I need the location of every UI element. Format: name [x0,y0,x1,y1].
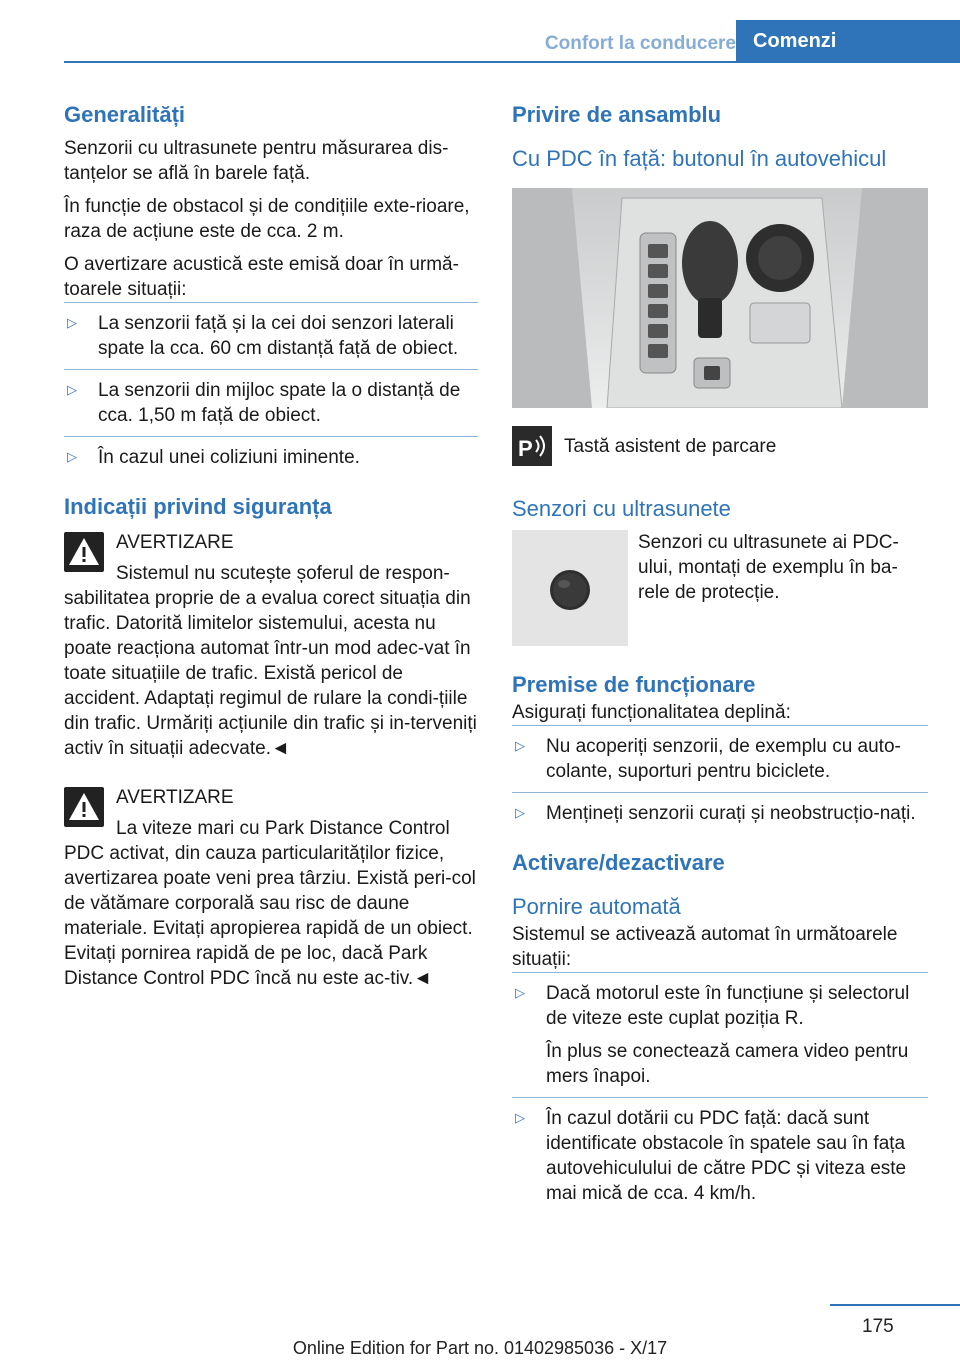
triangle-right-icon: ▷ [67,315,77,330]
left-column [64,100,478,991]
list-item-text: La senzorii din mijloc spate la o distanță de cca. 1,50 m față de obiect. [98,380,461,426]
heading-overview: Privire de ansamblu [512,102,722,127]
footer-rule [830,1304,960,1306]
running-header-tab [736,20,960,63]
page-number: 175 [862,1316,894,1337]
list-item-text: În cazul unei coliziuni iminente. [98,447,360,468]
list-item [64,369,478,436]
right-column [512,100,928,1214]
tab-label: Comenzi [753,30,837,52]
edition-note: Online Edition for Part no. 01402985036 - X/17 [292,1338,668,1358]
paragraph: În funcție de obstacol și de condițiile exte‐rioare, raza de acțiune este de cca. 2 m. [64,196,470,242]
list-item-text: Mențineți senzorii curați și neobstrucțio‐nați. [546,803,916,824]
park-assist-key-label: Tastă asistent de parcare [564,436,777,457]
bullet-list [512,972,928,1214]
center-console-photo [512,188,928,408]
triangle-right-icon: ▷ [67,449,77,464]
warning-label: AVERTIZARE [116,532,234,553]
paragraph: Sistemul se activează automat în următoarele situații: [512,924,898,970]
warning-text: La viteze mari cu Park Distance Control PDC activat, din cauza particularităților fizice, avertizarea poate veni prea târziu. Există peri‐col de vătămare corporală sau risc de daune materiale. Evitați apropierea rapidă de un obiect. Evitați pornirea rapidă de pe loc, dacă Park Distance Control PDC încă nu este ac‐tiv.◄ [64,818,476,989]
list-item-text: La senzorii față și la cei doi senzori laterali spate la cca. 60 cm distanță față de obiect. [98,313,459,359]
heading-prerequisites: Premise de funcționare [512,672,756,697]
triangle-right-icon: ▷ [515,985,525,1000]
heading-safety: Indicații privind siguranța [64,494,332,519]
triangle-right-icon: ▷ [515,738,525,753]
warning-label: AVERTIZARE [116,787,234,808]
triangle-right-icon: ▷ [515,805,525,820]
bullet-list [512,725,928,834]
sensors-block [512,530,928,646]
heading-front-pdc: Cu PDC în față: butonul în autovehicul [512,146,887,171]
list-item [512,725,928,792]
list-item [512,792,928,834]
triangle-right-icon: ▷ [67,382,77,397]
heading-general: Generalități [64,102,186,127]
park-assist-key-icon [512,426,552,466]
list-item [512,972,928,1097]
paragraph: O avertizare acustică este emisă doar în urmă‐toarele situații: [64,254,459,300]
paragraph: Senzorii cu ultrasunete pentru măsurarea dis‐tanțelor se află în barele față. [64,138,449,184]
bullet-list [64,302,478,478]
list-item [64,436,478,478]
warning-triangle-icon [64,532,104,572]
heading-auto-start: Pornire automată [512,894,681,919]
ultrasonic-sensor-photo [512,530,628,646]
list-item-subtext: În plus se conectează camera video pentru mers înapoi. [546,1041,909,1087]
warning-triangle-icon [64,787,104,827]
triangle-right-icon: ▷ [515,1110,525,1125]
sensors-description: Senzori cu ultrasunete ai PDC-ului, montați de exemplu în ba‐rele de protecție. [638,532,899,603]
header-rule [64,61,960,63]
warning-text: Sistemul nu scutește șoferul de respon‐sabilitatea proprie de a evalua corect situația din trafic. Datorită limitelor sistemului, acesta nu poate reacționa automat într-un mod adec‐vat în toate situațiile de trafic. Există pericol de accident. Adaptați regimul de rulare la condi‐țiile din trafic. Urmăriți acțiunile din trafic și in‐terveniți activ în situații adecvate.◄ [64,563,477,759]
list-item-text: În cazul dotării cu PDC față: dacă sunt identificate obstacole în spatele sau în fața autovehiculului de către PDC și viteza este mai mică de cca. 4 km/h. [546,1108,907,1204]
list-item-text: Nu acoperiți senzorii, de exemplu cu auto‐colante, suporturi pentru biciclete. [546,736,901,782]
heading-activation: Activare/dezactivare [512,850,725,875]
heading-sensors: Senzori cu ultrasunete [512,496,731,521]
list-item-text: Dacă motorul este în funcțiune și selectorul de viteze este cuplat poziția R. [546,983,910,1029]
list-item [512,1097,928,1214]
svg-text:P: P [518,436,533,461]
warning-block [64,785,478,991]
running-header-section: Confort la conducere [544,33,736,54]
list-item [64,302,478,369]
paragraph: Asigurați funcționalitatea deplină: [512,702,791,723]
warning-block [64,530,478,761]
park-assist-key-row [512,426,928,470]
